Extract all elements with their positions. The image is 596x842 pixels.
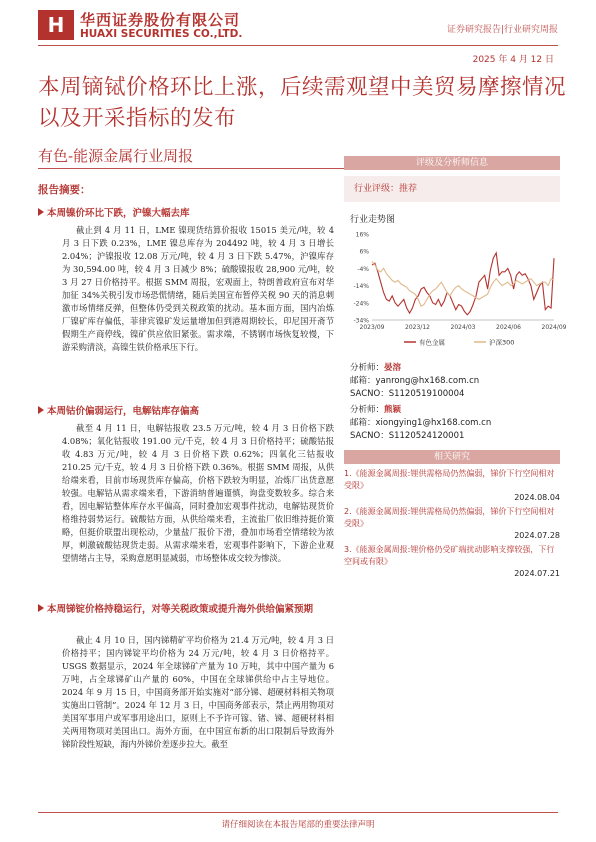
report-date: 2025 年 4 月 12 日 — [472, 55, 554, 65]
related-date: 2024.08.04 — [514, 493, 560, 502]
analyst-block-2 — [350, 404, 491, 443]
paragraph: 截至 4 月 11 日，电解钴报收 23.5 万元/吨，较 4 月 3 日价格下跌 4.08%；氧化钴报收 191.00 元/千克，较 4 月 3 日价格持平；硫酸钴报收 4.83 万元/吨，较 4 月 3 日价格下跌 0.62%；四氧化三钴报收 210.25 元/千克，较 4 月 3 日价格下跌 0.36%。根据 SMM 周报，从供给端来看，目前市场现货库存偏高，价格下跌较为明显，冶炼厂出货意愿较强。电解钴从需求端来看，下游消纳普遍谨慎，询盘变数较多。综合来看，因电解钴整体库存水平偏高，同时叠加宏观事件扰动，电解钴现货价格维持弱势运行。硫酸钴方面，从供给端来看，主流盐厂依旧维持挺价策略，但挺价联盟出现松动，少量盐厂报价下滑，叠加市场看空情绪较为浓厚，刺激硫酸钴现货走弱。从需求端来看，宏观事件影响下，下游企业观望情绪占主导，采购意愿明显减弱，市场整体成交较为惨淡。 — [62, 423, 334, 563]
x-tick-label: 2023/09 — [359, 324, 385, 331]
section-body-nickel — [62, 224, 334, 354]
report-subtitle: 有色-能源金属行业周报 — [38, 147, 194, 165]
footer-divider — [38, 812, 558, 813]
company-name-cn: 华西证券股份有限公司 — [80, 11, 241, 29]
trend-heading: 行业走势图 — [350, 215, 396, 225]
related-report-1[interactable] — [344, 468, 560, 504]
analyst-name: 熊颖 — [384, 405, 402, 415]
section-heading-cobalt — [38, 404, 338, 420]
analyst-block-1 — [350, 362, 479, 401]
analyst-sac: SACNO：S1120524120001 — [350, 431, 465, 441]
bullet-triangle-icon — [38, 604, 44, 612]
section-body-cobalt — [62, 422, 334, 565]
series-line-1 — [372, 262, 554, 307]
analyst-role: 分析师： — [350, 405, 385, 415]
y-tick-label: 6% — [359, 248, 369, 256]
paragraph: 截止 4 月 10 日，国内锑精矿平均价格为 21.4 万元/吨，较 4 月 3 日价格持平；国内锑锭平均价格为 24 万元/吨，较 4 月 3 日价格持平。USGS 数据显示，2024 年全球锑矿产量为 10 万吨，其中中国产量为 6 万吨，占全球锑矿山产量的 60%，中国在全球锑供给中占主导地位。2024 年 9 月 15 日，中国商务部开始实施对“部分锑、超硬材料相关物项实施出口管制”。2024 年 12 月 3 日，中国商务部表示，禁止两用物项对美国军事用户或军事用途出口，原则上不予许可镓、锗、锑、超硬材料相关两用物项对美国出口。海外方面，在中国宣布新的出口限制后导致海外锑阶段性短缺，海内外锑价差逐步拉大。截至 — [62, 635, 334, 749]
related-report-2[interactable] — [344, 506, 560, 542]
report-type: 证券研究报告|行业研究周报 — [446, 25, 558, 35]
rating-section-bar: 评级及分析师信息 — [344, 156, 560, 170]
analyst-email: 邮箱：xiongying1@hx168.com.cn — [350, 418, 492, 428]
series-line-0 — [372, 253, 554, 315]
section-heading-text: 本周锑锭价格持稳运行，对等关税政策或提升海外供给偏紧预期 — [47, 604, 314, 615]
legal-notice: 请仔细阅读在本报告尾部的重要法律声明 — [221, 820, 375, 830]
related-research-bar: 相关研究 — [344, 450, 560, 464]
bullet-triangle-icon — [38, 406, 44, 414]
related-date: 2024.07.28 — [514, 531, 560, 540]
analyst-email: 邮箱：yanrong@hx168.com.cn — [350, 376, 480, 386]
company-name-en: HUAXI SECURITIES CO.,LTD. — [80, 28, 243, 40]
section-heading-text: 本周钴价偏弱运行，电解钴库存偏高 — [47, 406, 200, 417]
y-tick-label: 16% — [355, 231, 369, 239]
analyst-sac: SACNO：S1120519100004 — [350, 389, 465, 399]
related-date: 2024.07.21 — [514, 569, 560, 578]
bullet-triangle-icon — [38, 208, 44, 216]
y-tick-label: -24% — [353, 300, 369, 308]
section-heading-antimony — [38, 602, 328, 618]
related-title[interactable]: 3.《能源金属周报:锂价格仍受矿端扰动影响支撑较强，下行空间或有限》 — [344, 545, 555, 566]
related-report-3[interactable] — [344, 544, 560, 580]
industry-trend-chart — [344, 228, 567, 358]
section-heading-nickel — [38, 206, 338, 222]
report-title: 本周镝铽价格环比上涨，后续需观望中美贸易摩擦情况以及开采指标的发布 — [38, 75, 567, 131]
paragraph: 截止到 4 月 11 日，LME 镍现货结算价报收 15015 美元/吨，较 4 月 3 日下跌 0.23%，LME 镍总库存为 204492 吨，较 4 月 3 日增长 2.04%；沪镍报收 12.08 万元/吨，较 4 月 3 日下跌 5.47%，沪镍库存为 30,594.00 吨，较 4 月 3 日减少 8%；硫酸镍报收 28,900 元/吨，较 3 月 27 日价格持平。根据 SMM 周报，宏观面上，特朗普政府宣布对华加征 34%关税引发市场恐慌情绪，随后美国宣布暂停关税 90 天的消息刺激市场情绪反弹，但整体仍受到关税政策的扰动。基本面方面，国内冶炼厂镍矿库存偏低，菲律宾镍矿发运量增加但到港周期较长，印尼国开斋节假期生产商停线，镍矿供应依旧紧张。需求端，不锈钢市场恢复较慢，下游采购清淡，高镍生铁价格承压下行。 — [62, 225, 334, 352]
y-tick-label: -34% — [353, 317, 369, 325]
y-tick-label: -4% — [357, 265, 369, 273]
x-tick-label: 2024/03 — [450, 324, 476, 331]
summary-heading: 报告摘要： — [38, 184, 91, 196]
section-heading-text: 本周镍价环比下跌，沪镍大幅去库 — [47, 208, 190, 219]
x-tick-label: 2024/09 — [541, 324, 567, 331]
company-logo: H — [38, 10, 74, 40]
x-tick-label: 2023/12 — [405, 324, 430, 331]
legend-label: 沪深300 — [489, 338, 515, 347]
analyst-name: 晏溶 — [384, 363, 402, 373]
related-title[interactable]: 1.《能源金属周报:锂供需格局仍然偏弱，锑价下行空间相对受限》 — [344, 469, 555, 490]
legend-label: 有色金属 — [419, 338, 445, 347]
header-divider — [38, 45, 558, 46]
related-title[interactable]: 2.《能源金属周报:锂供需格局仍然偏弱，锑价下行空间相对受限》 — [344, 507, 555, 528]
analyst-role: 分析师： — [350, 363, 385, 373]
section-body-antimony — [62, 634, 334, 774]
y-tick-label: -14% — [353, 283, 369, 291]
x-tick-label: 2024/06 — [496, 324, 521, 331]
industry-rating: 行业评级：推荐 — [344, 176, 560, 202]
